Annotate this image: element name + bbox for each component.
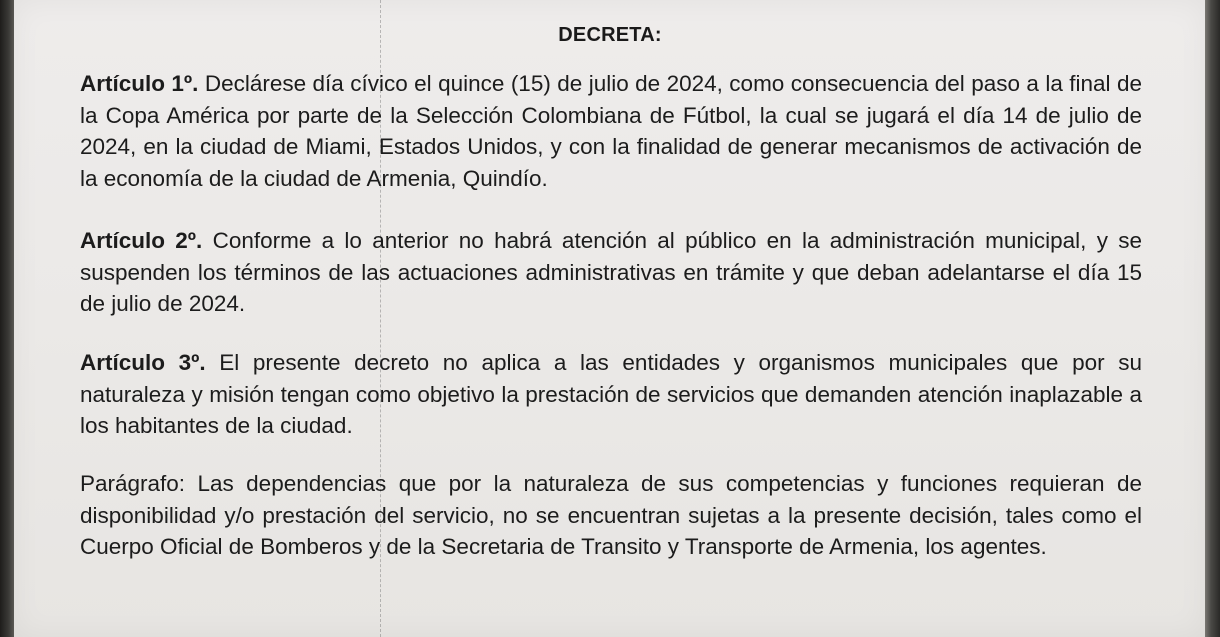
article-2-text: Conforme a lo anterior no habrá atención al público en la administración municipal, y se suspenden los términos de las actuaciones administrativas en trámite y que deban adelantarse el día 15 de julio de 2024. <box>80 228 1142 316</box>
decree-heading: DECRETA: <box>558 24 662 46</box>
article-1 <box>80 68 1142 194</box>
article-1-text: Declárese día cívico el quince (15) de julio de 2024, como consecuencia del paso a la final de la Copa América por parte de la Selección Colombiana de Fútbol, la cual se jugará el día 14 de julio de 2024, en la ciudad de Miami, Estados Unidos, y con la finalidad de generar mecanismos de activación de la economía de la ciudad de Armenia, Quindío. <box>80 71 1142 191</box>
article-3-label: Artículo 3º. <box>80 350 206 375</box>
article-2 <box>80 225 1142 320</box>
article-1-label: Artículo 1º. <box>80 71 199 96</box>
article-3-text: El presente decreto no aplica a las entidades y organismos municipales que por su naturaleza y misión tengan como objetivo la prestación de servicios que demanden atención inaplazable a los habitantes de la ciudad. <box>80 350 1142 438</box>
paragraph-clause: Parágrafo: Las dependencias que por la naturaleza de sus competencias y funciones requieran de disponibilidad y/o prestación del servicio, no se encuentran sujetas a la presente decisión, tales como el Cuerpo Oficial de Bomberos y de la Secretaria de Transito y Transporte de Armenia, los agentes. <box>80 471 1142 559</box>
scan-right-edge <box>1205 0 1220 637</box>
scan-left-edge <box>0 0 14 637</box>
article-2-label: Artículo 2º. <box>80 228 203 253</box>
article-3 <box>80 347 1142 442</box>
